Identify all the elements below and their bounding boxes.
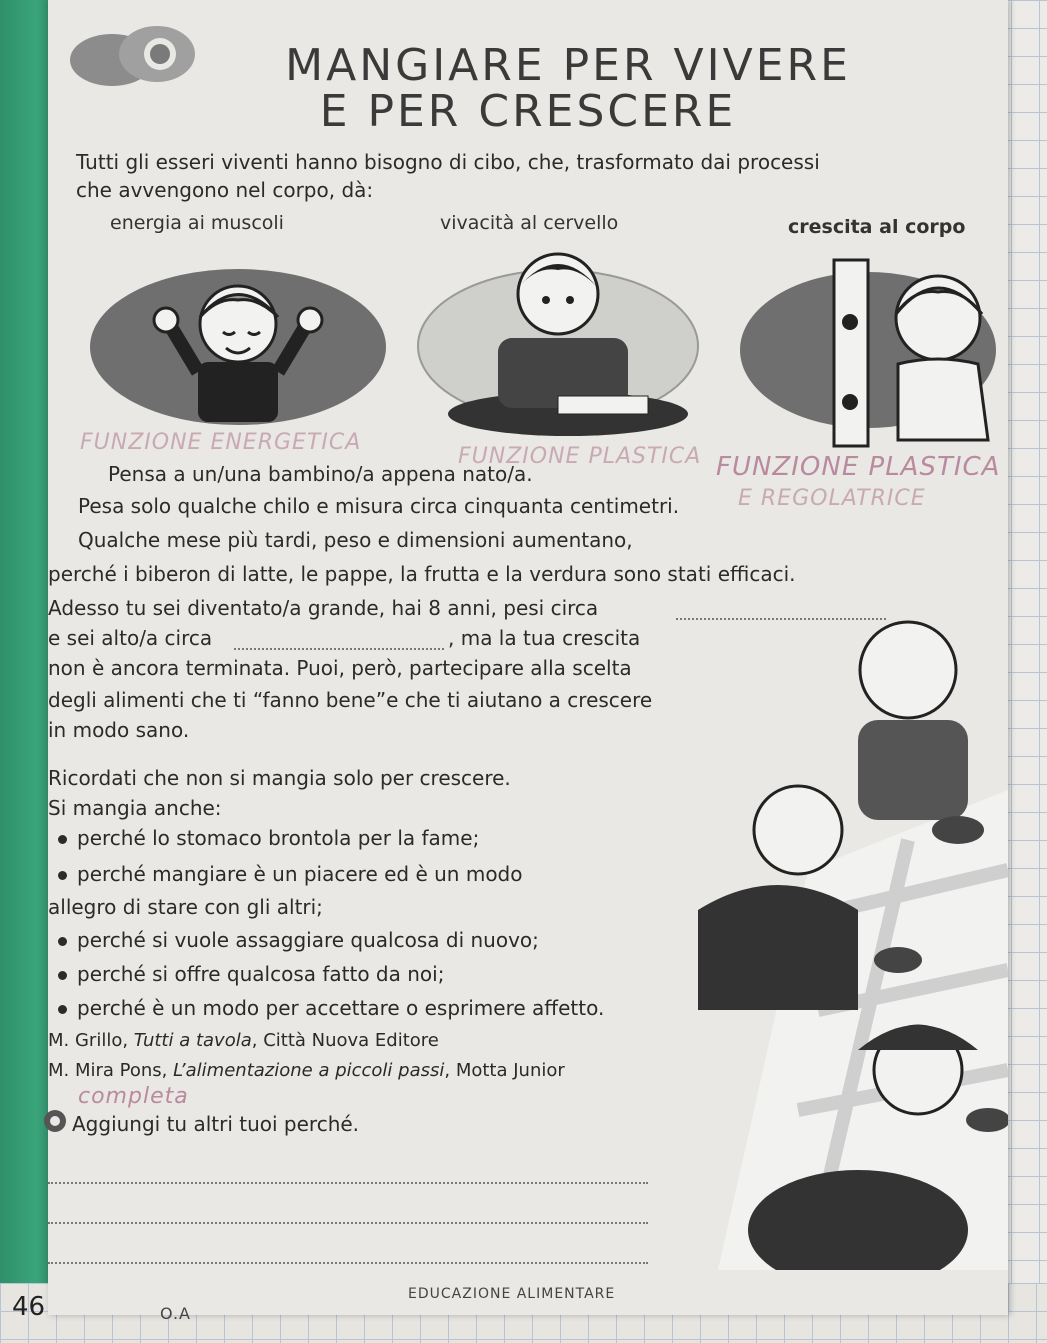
paragraph1-line8: degli alimenti che ti “fanno bene”e che ti aiutano a crescere (48, 688, 653, 712)
footer-code: O.A (160, 1304, 191, 1323)
caption-brain: vivacità al cervello (440, 212, 619, 234)
bullet-item-pleasure: perché mangiare è un piacere ed è un modo (58, 862, 523, 886)
reference-2: M. Mira Pons, L’alimentazione a piccoli passi, Motta Junior (48, 1060, 565, 1081)
paragraph1-line5: Adesso tu sei diventato/a grande, hai 8 anni, pesi circa (48, 596, 599, 620)
paragraph1-line2: Pesa solo qualche chilo e misura circa cinquanta centimetri. (78, 494, 680, 518)
paragraph1-line4: perché i biberon di latte, le pappe, la frutta e la verdura sono stati efficaci. (48, 562, 796, 586)
reference-1: M. Grillo, Tutti a tavola, Città Nuova Editore (48, 1030, 439, 1051)
paragraph2-line2: Si mangia anche: (48, 796, 222, 820)
handwritten-note-plastic: FUNZIONE PLASTICA (458, 444, 702, 469)
handwritten-note-plastic-2: FUNZIONE PLASTICA (716, 452, 1001, 482)
page-title-line1: MANGIARE PER VIVERE (285, 40, 851, 91)
bullet-item-pleasure-cont: allegro di stare con gli altri; (48, 895, 323, 919)
intro-line1: Tutti gli esseri viventi hanno bisogno di cibo, che, trasformato dai processi (76, 150, 820, 174)
page-title-line2: E PER CRESCERE (319, 86, 737, 137)
height-blank-line[interactable] (234, 648, 444, 650)
intro-line2: che avvengono nel corpo, dà: (76, 178, 374, 202)
handwritten-note-energy: FUNZIONE ENERGETICA (80, 430, 362, 455)
handwritten-complete: completa (78, 1084, 189, 1109)
paragraph2-line1: Ricordati che non si mangia solo per crescere. (48, 766, 511, 790)
kid-muscles-illustration (88, 262, 388, 432)
page-number: 46 (12, 1292, 46, 1322)
answer-line-2[interactable] (48, 1222, 648, 1224)
answer-line-1[interactable] (48, 1182, 648, 1184)
paragraph1-line1: Pensa a un/una bambino/a appena nato/a. (108, 462, 533, 486)
bullet-item-offer: perché si offre qualcosa fatto da noi; (58, 962, 444, 986)
footer-subject: EDUCAZIONE ALIMENTARE (408, 1286, 616, 1302)
bullet-item-hunger: perché lo stomaco brontola per la fame; (58, 826, 479, 850)
bullet-item-affection: perché è un modo per accettare o esprimere affetto. (58, 996, 604, 1020)
caption-energy: energia ai muscoli (110, 212, 284, 234)
exercise-prompt: Aggiungi tu altri tuoi perché. (72, 1112, 360, 1136)
kid-writing-illustration (408, 246, 708, 436)
paragraph1-line9: in modo sano. (48, 718, 190, 742)
paragraph1-line7: non è ancora terminata. Puoi, però, partecipare alla scelta (48, 656, 632, 680)
answer-line-3[interactable] (48, 1262, 648, 1264)
bullet-item-new: perché si vuole assaggiare qualcosa di nuovo; (58, 928, 539, 952)
kids-at-table-illustration (658, 610, 1008, 1270)
kid-growth-illustration (738, 254, 998, 454)
exercise-icon (42, 1108, 68, 1134)
bullet-icon (58, 871, 67, 880)
bullet-icon (58, 1005, 67, 1014)
paragraph1-line6a: e sei alto/a circa (48, 626, 213, 650)
handwritten-note-regulating: E REGOLATRICE (738, 486, 926, 511)
bullet-icon (58, 971, 67, 980)
textbook-page (12, 0, 1008, 1323)
paragraph1-line3: Qualche mese più tardi, peso e dimensioni aumentano, (78, 528, 633, 552)
bullet-icon (58, 835, 67, 844)
caption-growth: crescita al corpo (788, 216, 966, 238)
paragraph1-line6b: , ma la tua crescita (448, 626, 641, 650)
bullet-icon (58, 937, 67, 946)
